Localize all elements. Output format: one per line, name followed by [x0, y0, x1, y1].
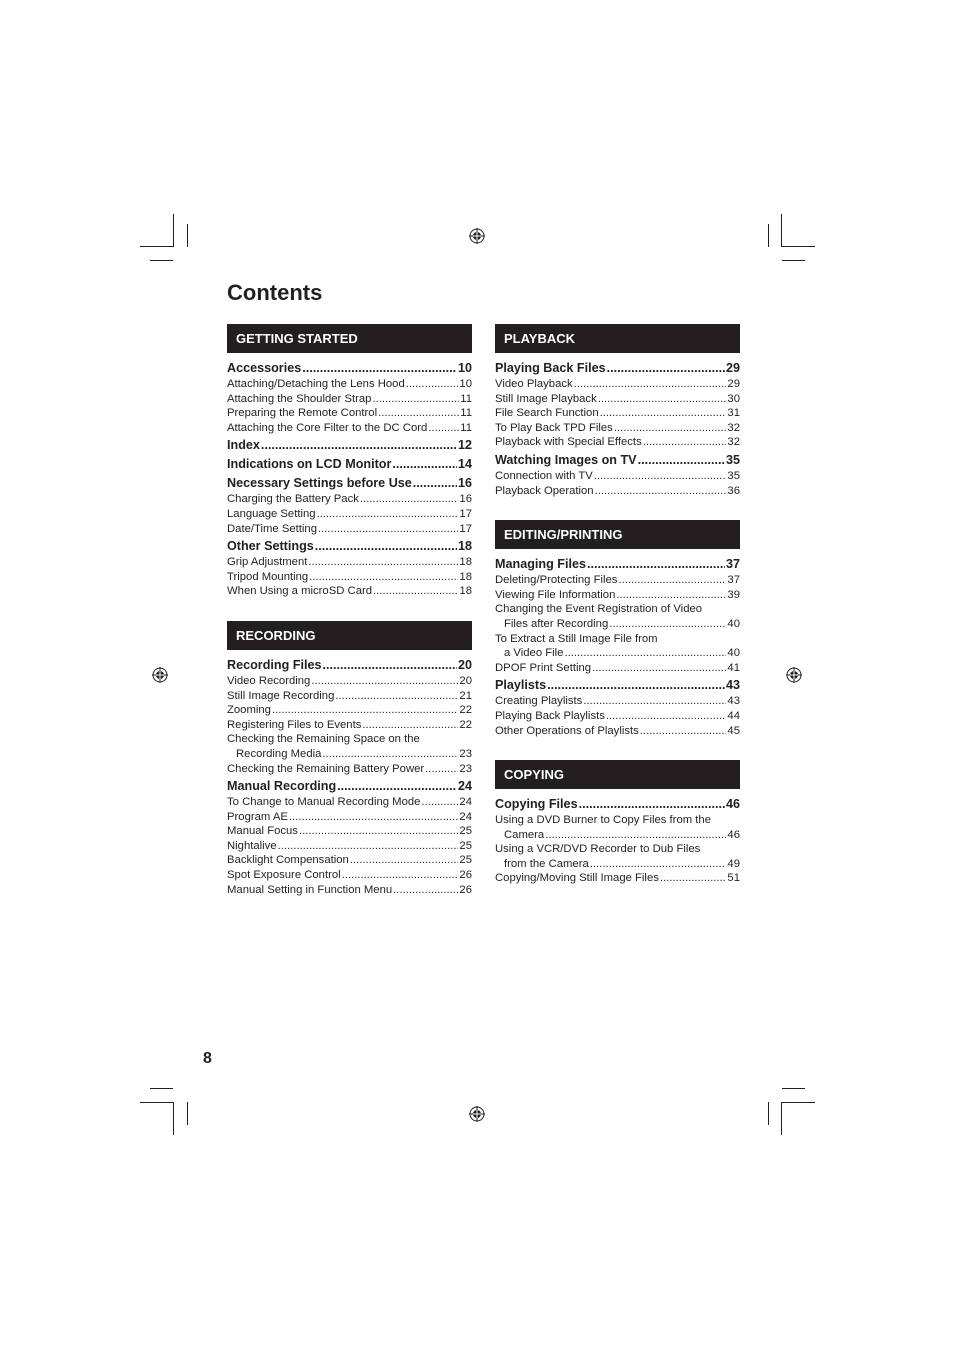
- dot-leader: [421, 795, 458, 810]
- toc-entry[interactable]: [495, 392, 740, 407]
- crop-mark: [140, 1102, 173, 1103]
- toc-entry[interactable]: [495, 469, 740, 484]
- toc-entry-label: Other Operations of Playlists: [495, 724, 639, 737]
- dot-leader: [272, 703, 458, 718]
- toc-page-number: 17: [459, 507, 472, 520]
- toc-entry-label: Manual Focus: [227, 825, 298, 838]
- dot-leader: [600, 406, 727, 421]
- toc-entries: [227, 360, 472, 599]
- toc-entry-label: a Video File: [504, 647, 564, 660]
- toc-entry[interactable]: [227, 674, 472, 689]
- dot-leader: [317, 507, 459, 522]
- toc-entry[interactable]: [227, 689, 472, 704]
- dot-leader: [322, 657, 457, 674]
- toc-entry-label: Backlight Compensation: [227, 854, 349, 867]
- toc-entry-label: Index: [227, 438, 260, 453]
- toc-page-number: 23: [459, 762, 472, 775]
- toc-entry-continuation: [227, 747, 472, 762]
- toc-entry-label: Registering Files to Events: [227, 718, 362, 731]
- toc-entry-label: Files after Recording: [504, 617, 609, 630]
- toc-entry-label: Attaching/Detaching the Lens Hood: [227, 378, 405, 390]
- dot-leader: [392, 456, 457, 473]
- dot-leader: [335, 689, 458, 704]
- toc-page-number: 37: [725, 557, 740, 572]
- toc-entry[interactable]: [227, 584, 472, 599]
- toc-entry-label: Checking the Remaining Battery Power: [227, 762, 425, 775]
- toc-page-number: 31: [727, 407, 740, 420]
- toc-entry-label: Necessary Settings before Use: [227, 476, 412, 491]
- toc-entry-label: Copying/Moving Still Image Files: [495, 872, 659, 885]
- dot-leader: [640, 724, 727, 739]
- toc-entries: [495, 796, 740, 886]
- section-copying: [495, 760, 740, 886]
- toc-entry-label: Recording Media: [236, 747, 322, 760]
- toc-entry-label: Language Setting: [227, 507, 316, 520]
- toc-main-entry[interactable]: [227, 538, 472, 555]
- dot-leader: [616, 588, 726, 603]
- toc-entry-label: Charging the Battery Pack: [227, 493, 359, 506]
- toc-entry-label: Zooming: [227, 704, 271, 717]
- crop-mark: [187, 224, 188, 247]
- dot-leader: [609, 617, 726, 632]
- toc-page-number: 39: [727, 588, 740, 601]
- toc-entry-continuation: [495, 646, 740, 661]
- registration-target-icon: [469, 228, 485, 244]
- toc-entry[interactable]: [227, 555, 472, 570]
- toc-entry[interactable]: [495, 842, 740, 871]
- toc-entry-label: Indications on LCD Monitor: [227, 457, 392, 472]
- toc-entry[interactable]: [227, 868, 472, 883]
- toc-page-number: 11: [460, 421, 472, 434]
- toc-page-number: 25: [459, 839, 472, 852]
- crop-mark: [782, 1102, 815, 1103]
- toc-entry-label: Video Playback: [495, 378, 573, 390]
- toc-entry-label: Other Settings: [227, 539, 314, 554]
- toc-entry-label: Playback Operation: [495, 484, 594, 497]
- crop-mark: [782, 260, 805, 261]
- toc-entry[interactable]: [227, 392, 472, 407]
- toc-page-number: 30: [727, 392, 740, 405]
- toc-entry-continuation: [495, 828, 740, 843]
- toc-entry[interactable]: [227, 839, 472, 854]
- toc-entry[interactable]: [495, 588, 740, 603]
- toc-main-entry[interactable]: [227, 778, 472, 795]
- toc-entry-label: Copying Files: [495, 797, 578, 812]
- toc-page-number: 20: [459, 674, 472, 687]
- dot-leader: [413, 475, 457, 492]
- toc-page-number: 11: [460, 407, 472, 420]
- toc-entry-label: Playlists: [495, 678, 547, 693]
- toc-entry[interactable]: [227, 703, 472, 718]
- dot-leader: [425, 762, 458, 777]
- toc-page-number: 10: [459, 378, 472, 390]
- toc-entry-label: Viewing File Information: [495, 588, 616, 601]
- crop-mark: [187, 1102, 188, 1125]
- registration-target-icon: [469, 1106, 485, 1122]
- toc-page-number: 17: [459, 522, 472, 535]
- dot-leader: [302, 360, 457, 377]
- toc-page-number: 12: [457, 438, 472, 453]
- dot-leader: [350, 853, 459, 868]
- dot-leader: [315, 538, 457, 555]
- toc-entry-label: Playing Back Playlists: [495, 709, 605, 722]
- toc-entry[interactable]: [227, 718, 472, 733]
- toc-entry[interactable]: [227, 853, 472, 868]
- toc-page-number: 18: [459, 556, 472, 569]
- section-playback: [495, 324, 740, 498]
- toc-page-number: 10: [457, 361, 472, 375]
- dot-leader: [428, 421, 459, 436]
- toc-page-number: 37: [727, 574, 740, 587]
- toc-entry[interactable]: [227, 795, 472, 810]
- toc-entry-continuation: [495, 857, 740, 872]
- toc-main-entry[interactable]: [495, 360, 740, 377]
- dot-leader: [598, 392, 727, 407]
- toc-entry[interactable]: [495, 406, 740, 421]
- dot-leader: [606, 709, 727, 724]
- toc-page-number: 29: [725, 361, 740, 375]
- crop-mark: [782, 246, 815, 247]
- toc-page-number: 14: [457, 457, 472, 472]
- toc-page-number: 20: [457, 657, 472, 672]
- crop-mark: [173, 1102, 174, 1135]
- dot-leader: [372, 392, 459, 407]
- toc-entry[interactable]: [495, 484, 740, 499]
- toc-entry[interactable]: [227, 377, 472, 392]
- toc-column-right: [495, 324, 740, 886]
- toc-entry-label: Spot Exposure Control: [227, 869, 341, 882]
- toc-entry-label: Tripod Mounting: [227, 570, 309, 583]
- section-editing-printing: [495, 520, 740, 738]
- toc-entry-label: Watching Images on TV: [495, 452, 637, 467]
- toc-entry-label: Using a VCR/DVD Recorder to Dub Files: [495, 843, 701, 856]
- toc-entry[interactable]: [227, 810, 472, 825]
- dot-leader: [311, 674, 458, 689]
- toc-entry[interactable]: [495, 435, 740, 450]
- toc-main-entry[interactable]: [495, 677, 740, 694]
- dot-leader: [378, 406, 459, 421]
- page-number: 8: [203, 1050, 212, 1067]
- toc-main-entry[interactable]: [495, 796, 740, 813]
- toc-entry[interactable]: [227, 883, 472, 898]
- dot-leader: [337, 778, 457, 795]
- crop-mark: [768, 224, 769, 247]
- toc-entry-label: DPOF Print Setting: [495, 661, 592, 674]
- toc-entry-label: Grip Adjustment: [227, 556, 308, 569]
- toc-entry-label: Preparing the Remote Control: [227, 407, 378, 420]
- toc-entry-label: Creating Playlists: [495, 695, 583, 708]
- toc-entry[interactable]: [495, 813, 740, 842]
- registration-target-icon: [786, 667, 802, 683]
- dot-leader: [373, 584, 458, 599]
- toc-entry[interactable]: [227, 824, 472, 839]
- section-header: GETTING STARTED: [227, 324, 472, 353]
- toc-entry-label: Using a DVD Burner to Copy Files from the: [495, 814, 711, 827]
- dot-leader: [595, 484, 727, 499]
- toc-entry[interactable]: [495, 871, 740, 886]
- dot-leader: [261, 437, 457, 454]
- toc-page-number: 29: [727, 378, 740, 390]
- toc-entry-label: Camera: [504, 828, 545, 841]
- toc-main-entry[interactable]: [227, 456, 472, 473]
- toc-entry[interactable]: [495, 709, 740, 724]
- toc-page-number: 22: [459, 704, 472, 717]
- dot-leader: [583, 694, 726, 709]
- toc-main-entry[interactable]: [227, 475, 472, 492]
- toc-page-number: 32: [727, 421, 740, 434]
- toc-entry[interactable]: [495, 602, 740, 631]
- toc-page-number: 36: [727, 484, 740, 497]
- dot-leader: [342, 868, 459, 883]
- toc-page-number: 18: [459, 570, 472, 583]
- toc-entry-label: To Change to Manual Recording Mode: [227, 796, 421, 809]
- dot-leader: [574, 377, 727, 392]
- toc-page-number: 24: [459, 810, 472, 823]
- crop-mark: [781, 214, 782, 247]
- toc-entry-label: Accessories: [227, 361, 302, 375]
- toc-page-number: 43: [725, 678, 740, 693]
- toc-entry-label: from the Camera: [504, 857, 589, 870]
- dot-leader: [318, 522, 458, 537]
- section-getting-started: [227, 324, 472, 599]
- toc-entry-label: Attaching the Core Filter to the DC Cord: [227, 421, 428, 434]
- dot-leader: [592, 661, 726, 676]
- toc-page-number: 46: [727, 828, 740, 841]
- dot-leader: [406, 377, 459, 392]
- toc-page-number: 46: [725, 797, 740, 812]
- toc-page-number: 51: [727, 872, 740, 885]
- dot-leader: [614, 421, 727, 436]
- toc-main-entry[interactable]: [227, 657, 472, 674]
- toc-entry-label: Changing the Event Registration of Video: [495, 603, 703, 616]
- toc-main-entry[interactable]: [495, 452, 740, 469]
- toc-entry-label: To Extract a Still Image File from: [495, 632, 658, 645]
- toc-page-number: 45: [727, 724, 740, 737]
- dot-leader: [660, 871, 727, 886]
- dot-leader: [590, 857, 727, 872]
- toc-entry[interactable]: [495, 632, 740, 661]
- toc-page-number: 16: [457, 476, 472, 491]
- toc-entry-label: Manual Recording: [227, 779, 337, 794]
- toc-page-number: 21: [459, 689, 472, 702]
- crop-mark: [768, 1102, 769, 1125]
- toc-entry[interactable]: [227, 507, 472, 522]
- toc-entry-label: Manual Setting in Function Menu: [227, 883, 393, 896]
- toc-page-number: 18: [457, 539, 472, 554]
- dot-leader: [579, 796, 725, 813]
- toc-page-number: 26: [459, 883, 472, 896]
- registration-target-icon: [152, 667, 168, 683]
- toc-page-number: 23: [459, 747, 472, 760]
- dot-leader: [547, 677, 725, 694]
- dot-leader: [564, 646, 726, 661]
- dot-leader: [278, 839, 459, 854]
- toc-entry[interactable]: [227, 492, 472, 507]
- dot-leader: [594, 469, 727, 484]
- toc-entry[interactable]: [227, 570, 472, 585]
- dot-leader: [587, 556, 725, 573]
- toc-entry[interactable]: [227, 406, 472, 421]
- toc-page-number: 40: [727, 647, 740, 660]
- toc-page-number: 25: [459, 854, 472, 867]
- toc-entry-continuation: [495, 617, 740, 632]
- toc-column-left: [227, 324, 472, 897]
- dot-leader: [322, 747, 458, 762]
- crop-mark: [140, 246, 173, 247]
- toc-entry-label: Still Image Recording: [227, 689, 335, 702]
- toc-entry-label: Deleting/Protecting Files: [495, 574, 618, 587]
- toc-entries: [495, 360, 740, 498]
- toc-page-number: 41: [727, 661, 740, 674]
- toc-entry-label: Connection with TV: [495, 469, 593, 482]
- toc-entries: [495, 556, 740, 738]
- crop-mark: [781, 1102, 782, 1135]
- toc-page-number: 16: [459, 493, 472, 506]
- dot-leader: [618, 573, 726, 588]
- dot-leader: [643, 435, 727, 450]
- dot-leader: [299, 824, 458, 839]
- toc-page-number: 24: [457, 779, 472, 794]
- toc-page-number: 26: [459, 869, 472, 882]
- dot-leader: [289, 810, 459, 825]
- toc-entry[interactable]: [227, 762, 472, 777]
- toc-page-number: 24: [459, 796, 472, 809]
- toc-page-number: 32: [727, 436, 740, 449]
- dot-leader: [308, 555, 458, 570]
- toc-page-number: 40: [727, 617, 740, 630]
- toc-page-number: 35: [725, 452, 740, 467]
- crop-mark: [173, 214, 174, 247]
- toc-main-entry[interactable]: [227, 360, 472, 377]
- toc-entry[interactable]: [227, 421, 472, 436]
- toc-entry-label: When Using a microSD Card: [227, 585, 373, 598]
- toc-entries: [227, 657, 472, 897]
- toc-entry-label: Nightalive: [227, 839, 277, 852]
- dot-leader: [638, 452, 725, 469]
- toc-entry-label: Attaching the Shoulder Strap: [227, 392, 372, 405]
- toc-entry[interactable]: [227, 522, 472, 537]
- crop-mark: [150, 1088, 173, 1089]
- toc-page-number: 25: [459, 825, 472, 838]
- toc-main-entry[interactable]: [495, 556, 740, 573]
- dot-leader: [393, 883, 458, 898]
- toc-page-number: 11: [460, 392, 472, 405]
- dot-leader: [309, 570, 458, 585]
- toc-entry-label: Program AE: [227, 810, 288, 823]
- section-header: PLAYBACK: [495, 324, 740, 353]
- toc-entry[interactable]: [495, 694, 740, 709]
- toc-page-number: 49: [727, 857, 740, 870]
- dot-leader: [362, 718, 458, 733]
- toc-entry[interactable]: [227, 732, 472, 761]
- toc-entry-label: To Play Back TPD Files: [495, 421, 613, 434]
- toc-entry[interactable]: [495, 377, 740, 392]
- dot-leader: [607, 360, 725, 377]
- toc-entry-label: Playing Back Files: [495, 361, 606, 375]
- toc-entry[interactable]: [495, 421, 740, 436]
- section-recording: [227, 621, 472, 897]
- dot-leader: [545, 828, 726, 843]
- toc-page-number: 22: [459, 718, 472, 731]
- toc-entry-label: Video Recording: [227, 674, 311, 687]
- toc-entry-label: Date/Time Setting: [227, 522, 317, 535]
- crop-mark: [150, 260, 173, 261]
- toc-entry-label: Managing Files: [495, 557, 586, 572]
- toc-page-number: 43: [727, 695, 740, 708]
- section-header: RECORDING: [227, 621, 472, 650]
- toc-entry-label: Checking the Remaining Space on the: [227, 733, 420, 746]
- toc-page-number: 18: [459, 585, 472, 598]
- toc-page-number: 44: [727, 709, 740, 722]
- toc-page-number: 35: [727, 469, 740, 482]
- page-title: Contents: [227, 280, 323, 305]
- toc-entry[interactable]: [495, 573, 740, 588]
- toc-entry[interactable]: [495, 724, 740, 739]
- section-header: EDITING/PRINTING: [495, 520, 740, 549]
- crop-mark: [782, 1088, 805, 1089]
- toc-main-entry[interactable]: [227, 437, 472, 454]
- section-header: COPYING: [495, 760, 740, 789]
- toc-entry-label: File Search Function: [495, 407, 599, 420]
- toc-entry-label: Still Image Playback: [495, 392, 597, 405]
- toc-entry-label: Playback with Special Effects: [495, 436, 642, 449]
- dot-leader: [360, 492, 459, 507]
- toc-entry-label: Recording Files: [227, 657, 322, 672]
- toc-entry[interactable]: [495, 661, 740, 676]
